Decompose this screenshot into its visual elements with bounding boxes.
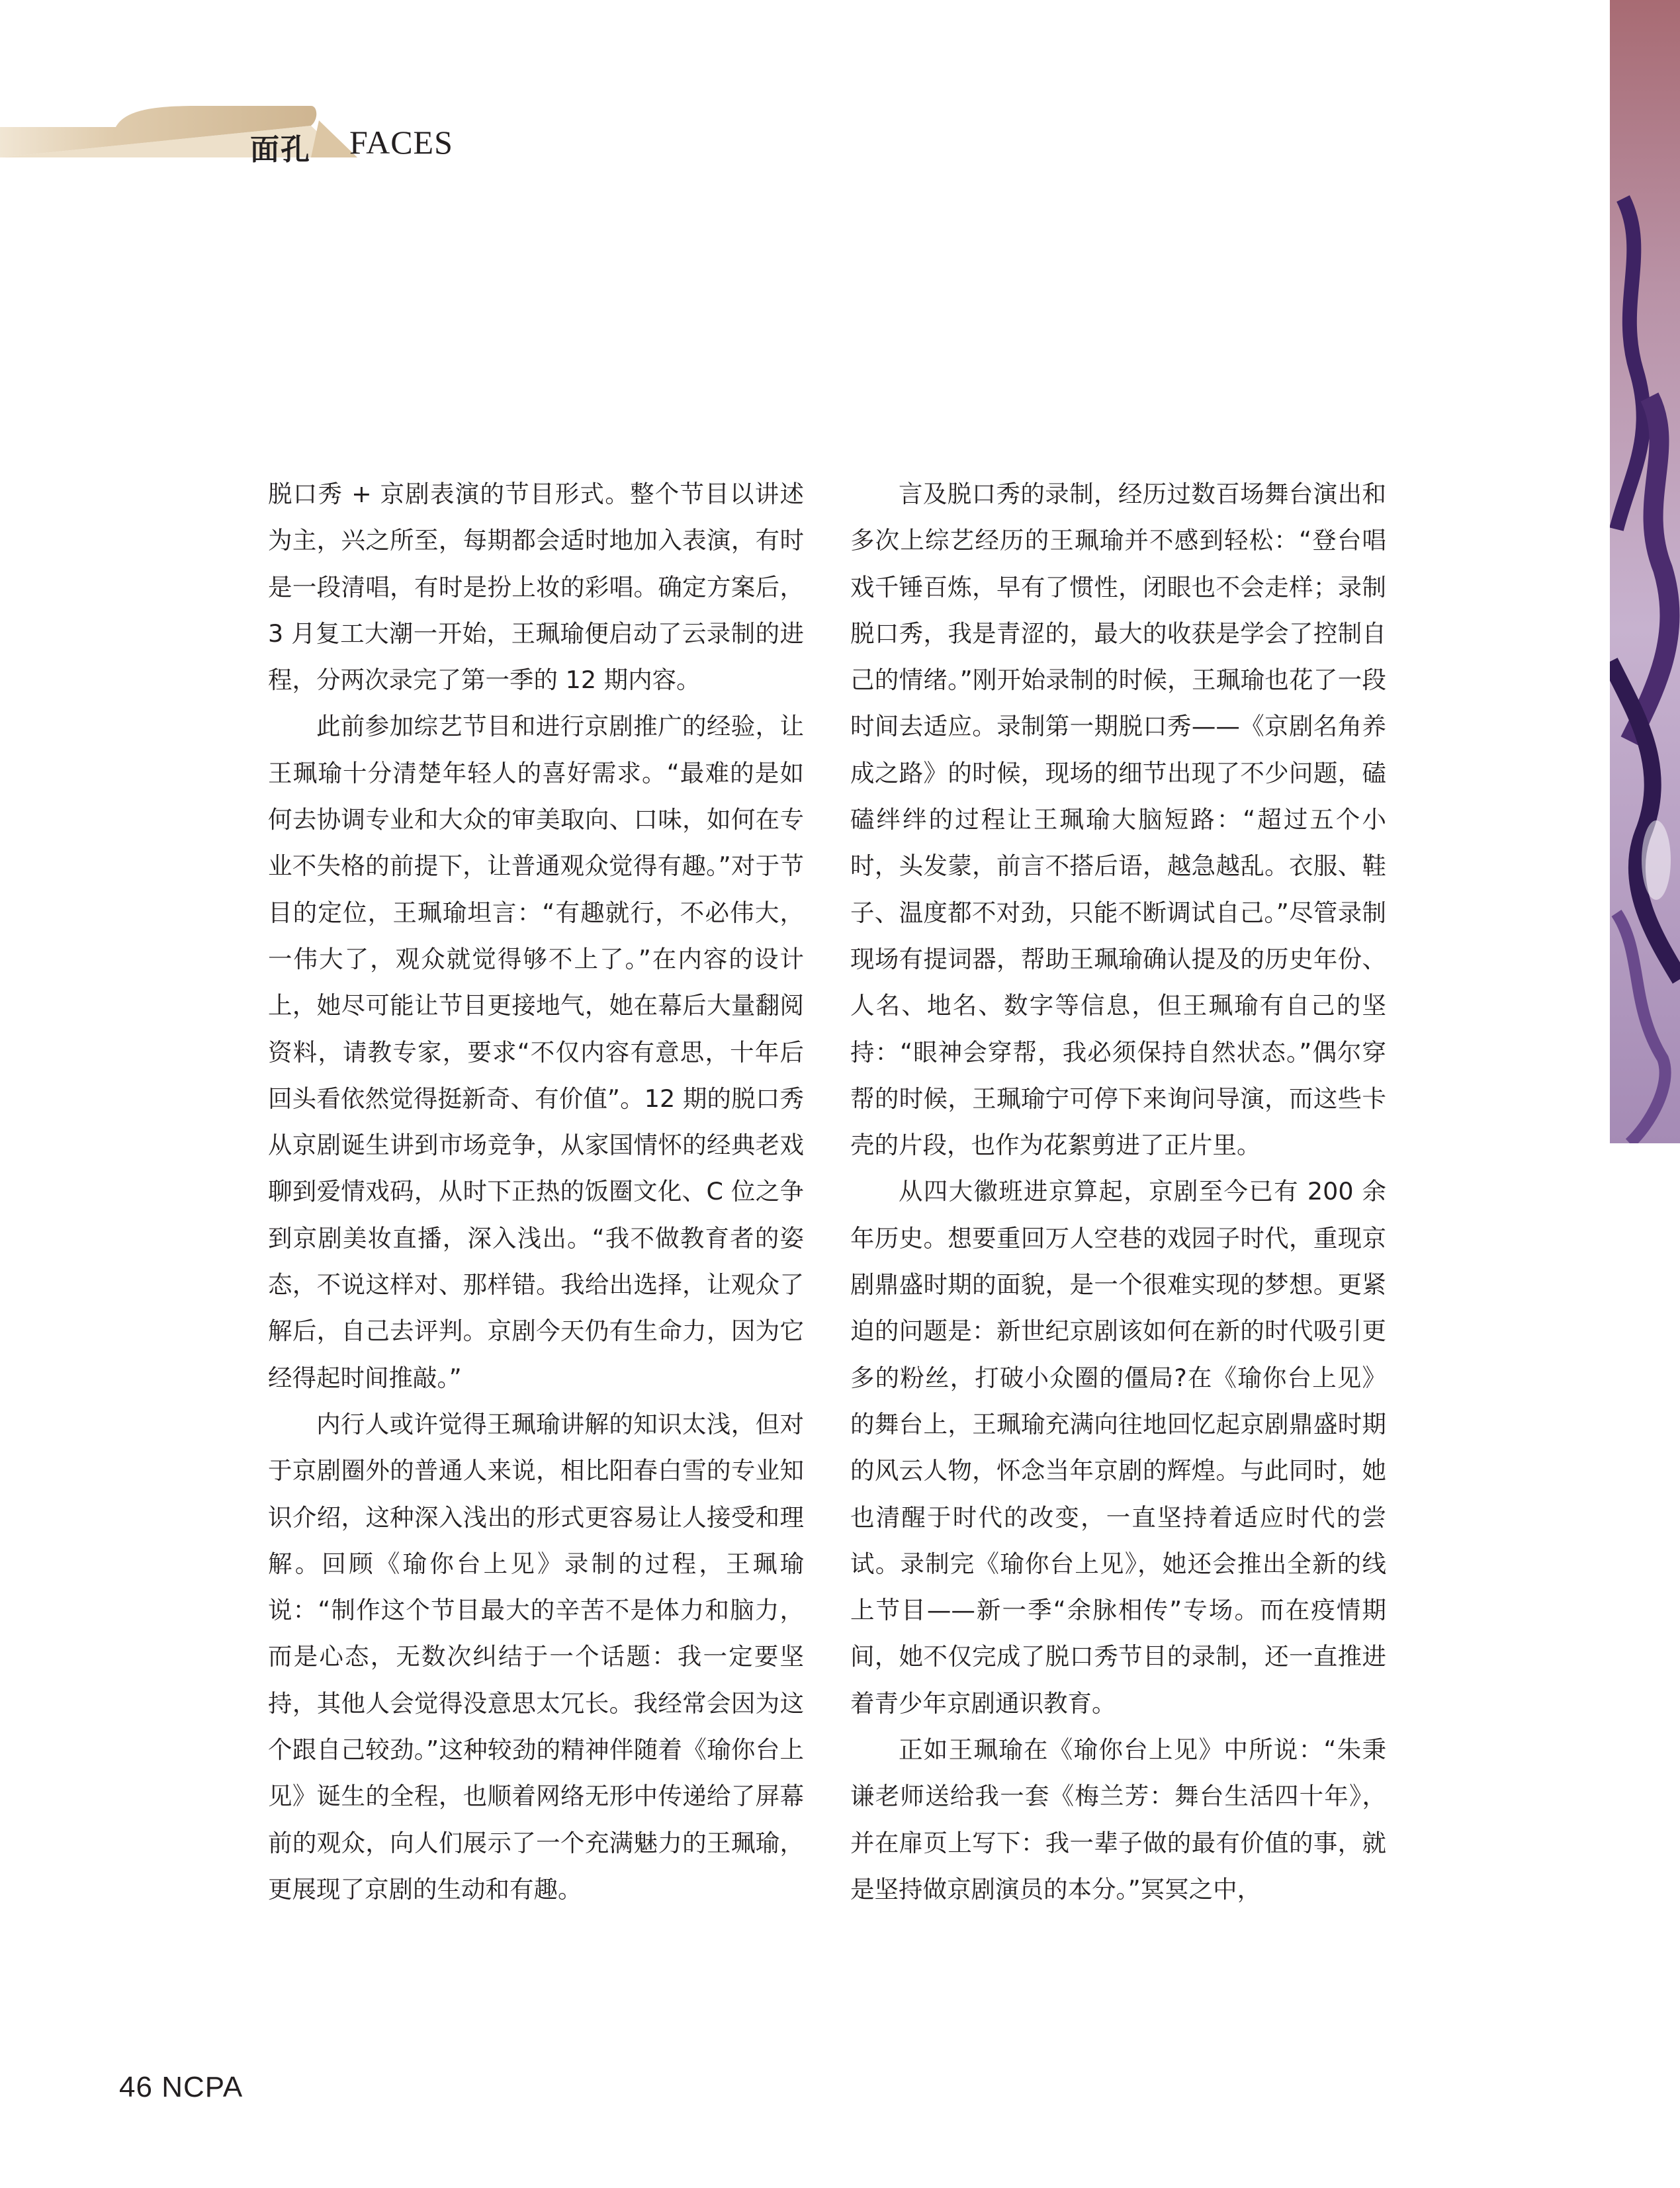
page-number: 46 [119, 2071, 153, 2103]
paragraph: 从四大徽班进京算起，京剧至今已有 200 余年历史。想要重回万人空巷的戏园子时代，重现京剧鼎盛时期的面貌，是一个很难实现的梦想。更紧迫的问题是：新世纪京剧该如何在新的时代吸引更多的粉丝，打破小众圈的僵局?在《瑜你台上见》的舞台上，王珮瑜充满向往地回忆起京剧鼎盛时期的风云人物，怀念当年京剧的辉煌。与此同时，她也清醒于时代的改变，一直坚持着适应时代的尝试。录制完《瑜你台上见》，她还会推出全新的线上节目——新一季“余脉相传”专场。而在疫情期间，她不仅完成了脱口秀节目的录制，还一直推进着青少年京剧通识教育。 [850, 1177, 1386, 1718]
right-text-column [850, 471, 1386, 1913]
left-text-column [268, 471, 804, 1913]
section-title-en: FACES [349, 124, 453, 161]
paragraph: 此前参加综艺节目和进行京剧推广的经验，让王珮瑜十分清楚年轻人的喜好需求。“最难的是如何去协调专业和大众的审美取向、口味，如何在专业不失格的前提下，让普通观众觉得有趣。”对于节目的定位，王珮瑜坦言：“有趣就行，不必伟大，一伟大了，观众就觉得够不上了。”在内容的设计上，她尽可能让节目更接地气，她在幕后大量翻阅资料，请教专家，要求“不仅内容有意思，十年后回头看依然觉得挺新奇、有价值”。12 期的脱口秀从京剧诞生讲到市场竞争，从家国情怀的经典老戏聊到爱情戏码，从时下正热的饭圈文化、C 位之争到京剧美妆直播，深入浅出。“我不做教育者的姿态，不说这样对、那样错。我给出选择，让观众了解后，自己去评判。京剧今天仍有生命力，因为它经得起时间推敲。” [268, 712, 804, 1392]
paragraph: 内行人或许觉得王珮瑜讲解的知识太浅，但对于京剧圈外的普通人来说，相比阳春白雪的专业知识介绍，这种深入浅出的形式更容易让人接受和理解。回顾《瑜你台上见》录制的过程，王珮瑜说：“制作这个节目最大的辛苦不是体力和脑力，而是心态，无数次纠结于一个话题：我一定要坚持，其他人会觉得没意思太冗长。我经常会因为这个跟自己较劲。”这种较劲的精神伴随着《瑜你台上见》诞生的全程，也顺着网络无形中传递给了屏幕前的观众，向人们展示了一个充满魅力的王珮瑜，更展现了京剧的生动和有趣。 [268, 1409, 804, 1904]
section-title-cn: 面孔 [250, 133, 311, 167]
page-footer [119, 2071, 243, 2104]
publication-name: NCPA [161, 2071, 243, 2103]
paragraph: 正如王珮瑜在《瑜你台上见》中所说：“朱秉谦老师送给我一套《梅兰芳：舞台生活四十年》，并在扉页上写下：我一辈子做的最有价值的事，就是坚持做京剧演员的本分。”冥冥之中， [850, 1735, 1386, 1904]
side-photo-strip [1610, 0, 1680, 1143]
paragraph: 言及脱口秀的录制，经历过数百场舞台演出和多次上综艺经历的王珮瑜并不感到轻松：“登台唱戏千锤百炼，早有了惯性，闭眼也不会走样；录制脱口秀，我是青涩的，最大的收获是学会了控制自己的情绪。”刚开始录制的时候，王珮瑜也花了一段时间去适应。录制第一期脱口秀——《京剧名角养成之路》的时候，现场的细节出现了不少问题，磕磕绊绊的过程让王珮瑜大脑短路：“超过五个小时，头发蒙，前言不搭后语，越急越乱。衣服、鞋子、温度都不对劲，只能不断调试自己。”尽管录制现场有提词器，帮助王珮瑜确认提及的历史年份、人名、地名、数字等信息，但王珮瑜有自己的坚持：“眼神会穿帮，我必须保持自然状态。”偶尔穿帮的时候，王珮瑜宁可停下来询问导演，而这些卡壳的片段，也作为花絮剪进了正片里。 [850, 480, 1386, 1160]
paragraph: 脱口秀 + 京剧表演的节目形式。整个节目以讲述为主，兴之所至，每期都会适时地加入表演，有时是一段清唱，有时是扮上妆的彩唱。确定方案后，3 月复工大潮一开始，王珮瑜便启动了云录制的进程，分两次录完了第一季的 12 期内容。 [268, 480, 804, 695]
